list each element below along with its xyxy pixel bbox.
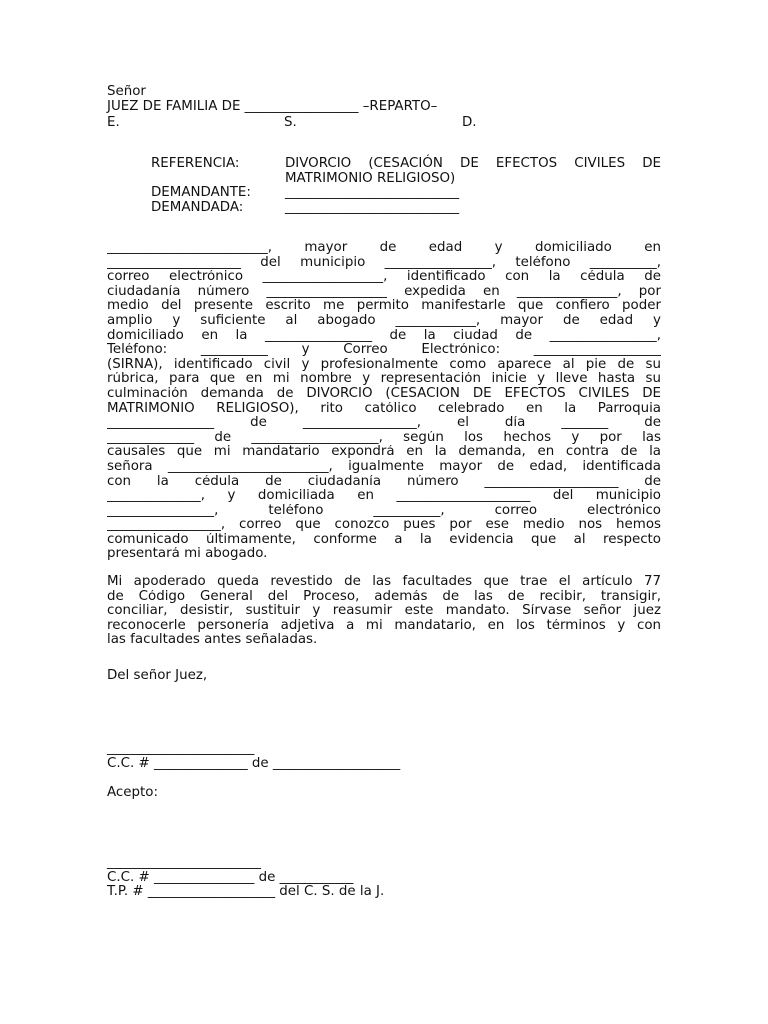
signature-line-attorney: _______________________ (107, 855, 261, 870)
paragraph-line: ciudadanía número __________________ expedida en _______________, por (107, 284, 661, 299)
power-of-attorney-paragraph (107, 241, 661, 562)
attorney-professional-card-line: T.P. # ___________________ del C. S. de la J. (107, 884, 385, 899)
grantor-id-line: C.C. # ______________ de ___________________ (107, 756, 401, 771)
demandante-value: __________________________ (285, 185, 460, 200)
paragraph-line: ________________, teléfono __________, correo electrónico (107, 503, 661, 518)
paragraph-line: correo electrónico __________________, identificado con la cédula de (107, 270, 661, 285)
paragraph-line: causales que mi mandatario expondrá en la demanda, en contra de la (107, 445, 661, 460)
demandante-label: DEMANDANTE: (151, 185, 251, 200)
esd-e: E. (107, 115, 120, 130)
paragraph-line: (SIRNA), identificado civil y profesionalmente como aparece al pie de su (107, 357, 661, 372)
paragraph-line: de Código General del Proceso, además de las de recibir, transigir, (107, 589, 661, 604)
esd-s: S. (284, 115, 297, 130)
esd-d: D. (462, 115, 477, 130)
paragraph-line: reconocerle personería adjetiva a mi mandatario, en los términos y con (107, 618, 661, 633)
paragraph-line: señora ________________________, igualmente mayor de edad, identificada (107, 459, 661, 474)
attorney-id-line: C.C. # _______________ de ___________ (107, 870, 354, 885)
paragraph-line: MATRIMONIO RELIGIOSO), rito católico celebrado en la Parroquia (107, 401, 661, 416)
salutation: Señor (107, 84, 146, 99)
paragraph-line: culminación demanda de DIVORCIO (CESACIÓN DE EFECTOS CIVILES DE (107, 386, 661, 401)
reference-label: REFERENCIA: (151, 156, 240, 171)
paragraph-line: ______________, y domiciliada en ____________________ del municipio (107, 489, 661, 504)
demandada-label: DEMANDADA: (151, 200, 244, 215)
reference-value-line1: DIVORCIO (CESACIÓN DE EFECTOS CIVILES DE (285, 156, 661, 171)
reference-value-line2: MATRIMONIO RELIGIOSO) (285, 171, 456, 186)
paragraph-line: Mi apoderado queda revestido de las facultades que trae el artículo 77 (107, 575, 661, 589)
paragraph-line: amplio y suficiente al abogado ____________, mayor de edad y (107, 313, 661, 328)
paragraph-line: _____________ de ___________________, según los hechos y por las (107, 430, 661, 445)
faculties-paragraph (107, 575, 661, 648)
paragraph-line: ________________________, mayor de edad y domiciliado en (107, 241, 661, 255)
paragraph-line: Teléfono: __________ y Correo Electrónico: ___________________ (107, 343, 661, 358)
demandada-value: __________________________ (285, 200, 460, 215)
signature-line-grantor: ______________________ (107, 741, 255, 756)
paragraph-line: conciliar, desistir, sustituir y reasumir este mandato. Sírvase señor juez (107, 604, 661, 619)
closing-line: Del señor Juez, (107, 668, 208, 683)
paragraph-line: comunicado últimamente, conforme a la evidencia que al respecto (107, 532, 661, 547)
paragraph-line: ____________________ del municipio ________________, teléfono __________, (107, 255, 661, 270)
judge-line: JUEZ DE FAMILIA DE _________________ –REPARTO– (107, 99, 438, 114)
paragraph-line: ________________ de _________________, el día _______ de (107, 416, 661, 431)
paragraph-line: las facultades antes señaladas. (107, 633, 318, 648)
paragraph-line: rúbrica, para que en mi nombre y representación inicie y lleve hasta su (107, 372, 661, 387)
paragraph-line: _________________, correo que conozco pues por ese medio nos hemos (107, 518, 661, 533)
paragraph-line: domiciliado en la ________________ de la ciudad de ________________, (107, 328, 661, 343)
paragraph-line: medio del presente escrito me permito manifestarle que confiero poder (107, 299, 661, 314)
paragraph-line: presentará mi abogado. (107, 547, 268, 562)
paragraph-line: con la cédula de ciudadanía número ____________________ de (107, 474, 661, 489)
acceptance-label: Acepto: (107, 785, 158, 800)
